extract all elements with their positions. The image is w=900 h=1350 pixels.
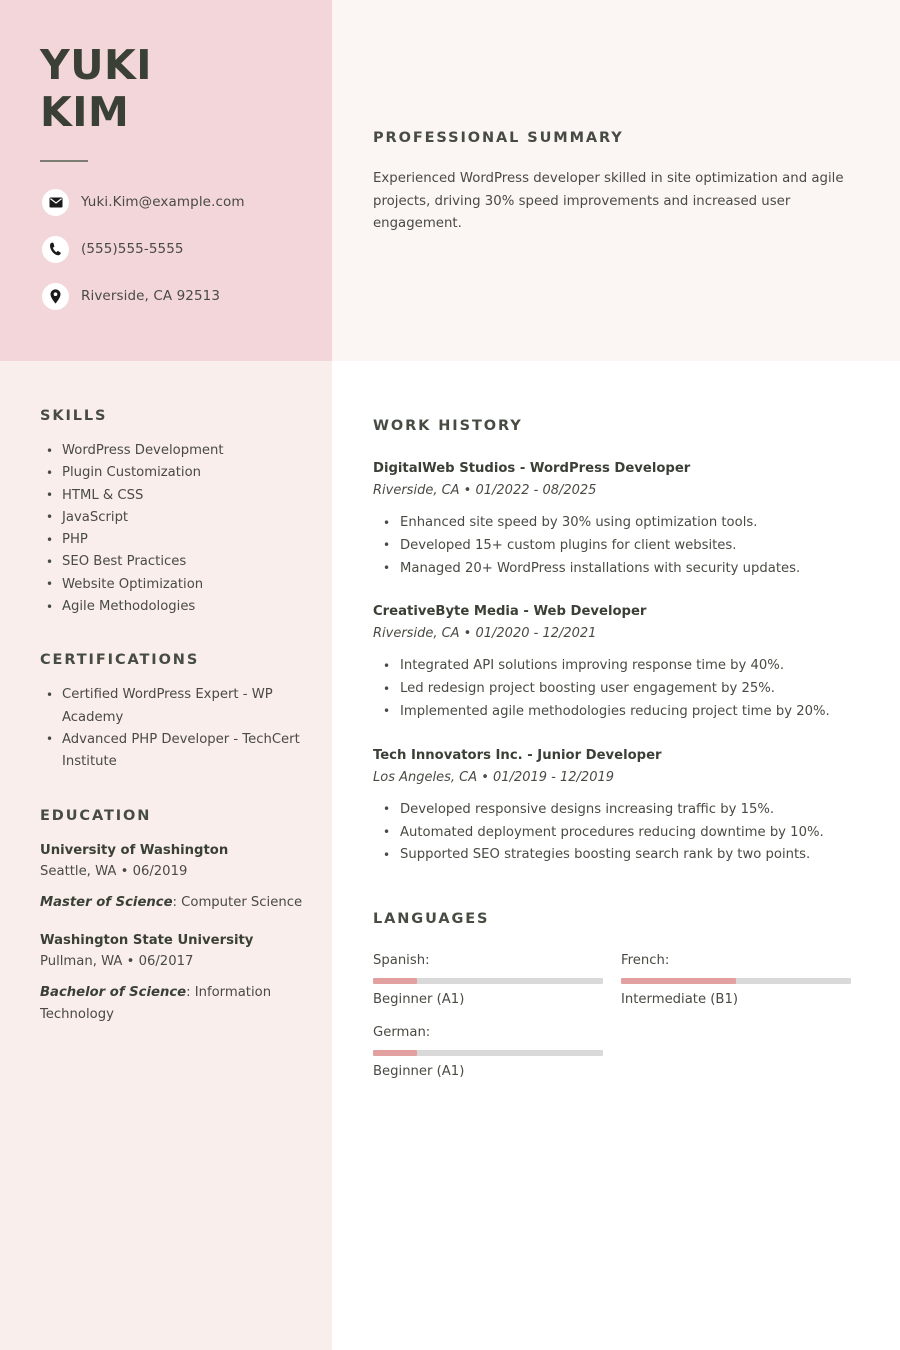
list-item: • Developed responsive designs increasing traffic by 15%.	[373, 799, 851, 822]
education-school: University of Washington	[40, 842, 229, 858]
language-proficiency-bar	[373, 1050, 603, 1056]
list-item: • Automated deployment procedures reducing downtime by 10%.	[373, 822, 851, 845]
professional-summary-section	[373, 130, 851, 236]
list-item: • Supported SEO strategies boosting search rank by two points.	[373, 844, 851, 867]
language-name: Spanish:	[373, 953, 430, 968]
language-proficiency-fill	[621, 978, 736, 984]
job-list	[373, 459, 851, 867]
list-item: • Led redesign project boosting user engagement by 25%.	[373, 678, 851, 701]
job-entry	[373, 602, 851, 723]
languages-heading: LANGUAGES	[373, 911, 490, 927]
language-item-spanish	[373, 951, 603, 1010]
sidebar-content	[40, 408, 308, 1042]
envelope-icon	[42, 189, 69, 216]
education-degree	[40, 892, 308, 914]
contact-row-phone[interactable]	[42, 235, 322, 263]
language-level: Intermediate (B1)	[621, 992, 739, 1007]
list-item: • Website Optimization	[40, 574, 308, 596]
list-item: • Certified WordPress Expert - WP Academy	[40, 684, 308, 729]
skills-list	[40, 440, 308, 618]
job-title: Tech Innovators Inc. - Junior Developer	[373, 747, 662, 763]
job-title: CreativeByte Media - Web Developer	[373, 604, 647, 620]
list-item: • Managed 20+ WordPress installations with security updates.	[373, 558, 851, 581]
certifications-heading: CERTIFICATIONS	[40, 652, 200, 669]
education-item	[40, 930, 308, 1026]
languages-grid	[373, 951, 851, 1095]
list-item: • Integrated API solutions improving response time by 40%.	[373, 655, 851, 678]
skills-heading: SKILLS	[40, 408, 108, 424]
last-name: KIM	[40, 88, 130, 136]
summary-heading: PROFESSIONAL SUMMARY	[373, 130, 624, 146]
education-degree-field: : Computer Science	[172, 894, 303, 910]
list-item: • Implemented agile methodologies reducing project time by 20%.	[373, 701, 851, 724]
education-degree-title: Master of Science	[40, 894, 173, 910]
job-bullets	[373, 512, 851, 580]
list-item: • JavaScript	[40, 507, 308, 529]
list-item: • SEO Best Practices	[40, 551, 308, 573]
job-entry	[373, 459, 851, 580]
work-history-section	[373, 418, 851, 889]
job-meta: Los Angeles, CA • 01/2019 - 12/2019	[373, 769, 615, 785]
contact-email-text: Yuki.Kim@example.com	[81, 194, 245, 210]
contact-location-text: Riverside, CA 92513	[81, 288, 221, 304]
job-title: DigitalWeb Studios - WordPress Developer	[373, 461, 691, 476]
education-degree-title: Bachelor of Science	[40, 984, 187, 1000]
certifications-list	[40, 684, 308, 773]
contact-phone-text: (555)555-5555	[81, 241, 184, 257]
job-entry	[373, 746, 851, 867]
language-item-german	[373, 1023, 603, 1082]
list-item: • HTML & CSS	[40, 485, 308, 507]
name-divider	[40, 160, 88, 162]
education-heading: EDUCATION	[40, 807, 152, 824]
education-item	[40, 840, 308, 914]
language-name: French:	[621, 953, 670, 968]
list-item: • PHP	[40, 529, 308, 551]
language-proficiency-fill	[373, 978, 417, 984]
education-meta: Pullman, WA • 06/2017	[40, 953, 194, 969]
location-pin-icon	[42, 283, 69, 310]
language-name: German:	[373, 1025, 431, 1040]
contact-row-email[interactable]	[42, 188, 322, 216]
languages-section	[373, 911, 851, 1095]
summary-text: Experienced WordPress developer skilled in site optimization and agile projects, driving 30% speed improvements and increased user engagement.	[373, 171, 844, 231]
list-item: • WordPress Development	[40, 440, 308, 462]
list-item: • Enhanced site speed by 30% using optimization tools.	[373, 512, 851, 535]
language-proficiency-fill	[373, 1050, 417, 1056]
language-proficiency-bar	[373, 978, 603, 984]
language-proficiency-bar	[621, 978, 851, 984]
list-item: • Advanced PHP Developer - TechCert Institute	[40, 729, 308, 774]
first-name: YUKI	[40, 41, 153, 89]
language-level: Beginner (A1)	[373, 992, 465, 1007]
job-meta: Riverside, CA • 01/2020 - 12/2021	[373, 626, 597, 642]
job-meta: Riverside, CA • 01/2022 - 08/2025	[373, 483, 597, 498]
job-bullets	[373, 655, 851, 723]
phone-icon	[42, 236, 69, 263]
language-item-french	[621, 951, 851, 1010]
work-history-heading: WORK HISTORY	[373, 418, 523, 434]
list-item: • Agile Methodologies	[40, 596, 308, 618]
contact-row-location[interactable]	[42, 282, 322, 310]
language-level: Beginner (A1)	[373, 1064, 465, 1079]
education-meta: Seattle, WA • 06/2019	[40, 863, 188, 879]
education-degree-field: : Information Technology	[40, 984, 272, 1022]
contact-list	[42, 188, 322, 329]
job-bullets	[373, 799, 851, 867]
education-school: Washington State University	[40, 932, 254, 948]
candidate-name	[40, 42, 310, 136]
education-degree	[40, 982, 308, 1026]
list-item: • Plugin Customization	[40, 462, 308, 484]
list-item: • Developed 15+ custom plugins for client websites.	[373, 535, 851, 558]
